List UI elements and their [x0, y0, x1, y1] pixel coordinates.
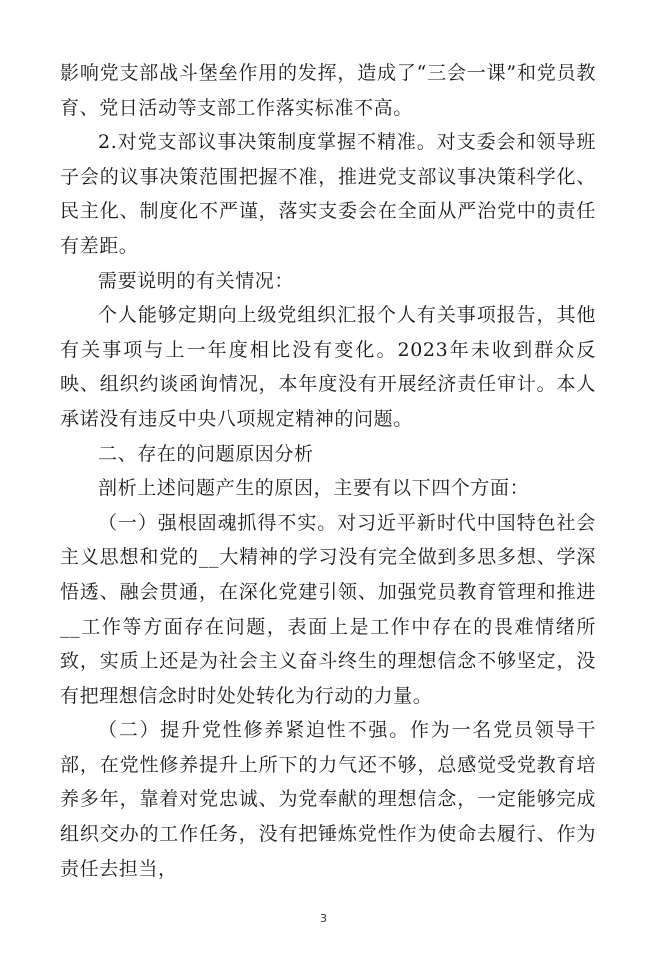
paragraph-7: （一）强根固魂抓得不实。对习近平新时代中国特色社会主义思想和党的__大精神的学习没有完全做到多思多想、学深悟透、融会贯通，在深化党建引领、加强党员教育管理和推进__工作等方面存在问题，表面上是工作中存在的畏难情绪所致，实质上还是为社会主义奋斗终生的理想信念不够坚定，没有把理想信念时时处处转化为行动的力量。 [60, 511, 596, 707]
paragraph-4: 个人能够定期向上级党组织汇报个人有关事项报告，其他有关事项与上一年度相比没有变化。2023年未收到群众反映、组织约谈函询情况，本年度没有开展经济责任审计。本人承诺没有违反中央八项规定精神的问题。 [60, 304, 596, 430]
paragraph-1: 影响党支部战斗堡垒作用的发挥，造成了“三会一课”和党员教育、党日活动等支部工作落实标准不高。 [60, 62, 596, 119]
page-number: 3 [320, 912, 327, 925]
paragraph-3: 需要说明的有关情况： [98, 269, 295, 292]
paragraph-2: 2.对党支部议事决策制度掌握不精准。对支委会和领导班子会的议事决策范围把握不准，推进党支部议事决策科学化、民主化、制度化不严谨，落实支委会在全面从严治党中的责任有差距。 [60, 131, 596, 257]
paragraph-6: 剖析上述问题产生的原因，主要有以下四个方面： [98, 477, 530, 500]
paragraph-8: （二）提升党性修养紧迫性不强。作为一名党员领导干部，在党性修养提升上所下的力气还不够，总感觉受党教育培养多年，靠着对党忠诚、为党奉献的理想信念，一定能够完成组织交办的工作任务，没有把锤炼党性作为使命去履行、作为责任去担当， [60, 719, 596, 880]
document-body [60, 56, 596, 886]
section-heading: 二、存在的问题原因分析 [98, 442, 314, 465]
